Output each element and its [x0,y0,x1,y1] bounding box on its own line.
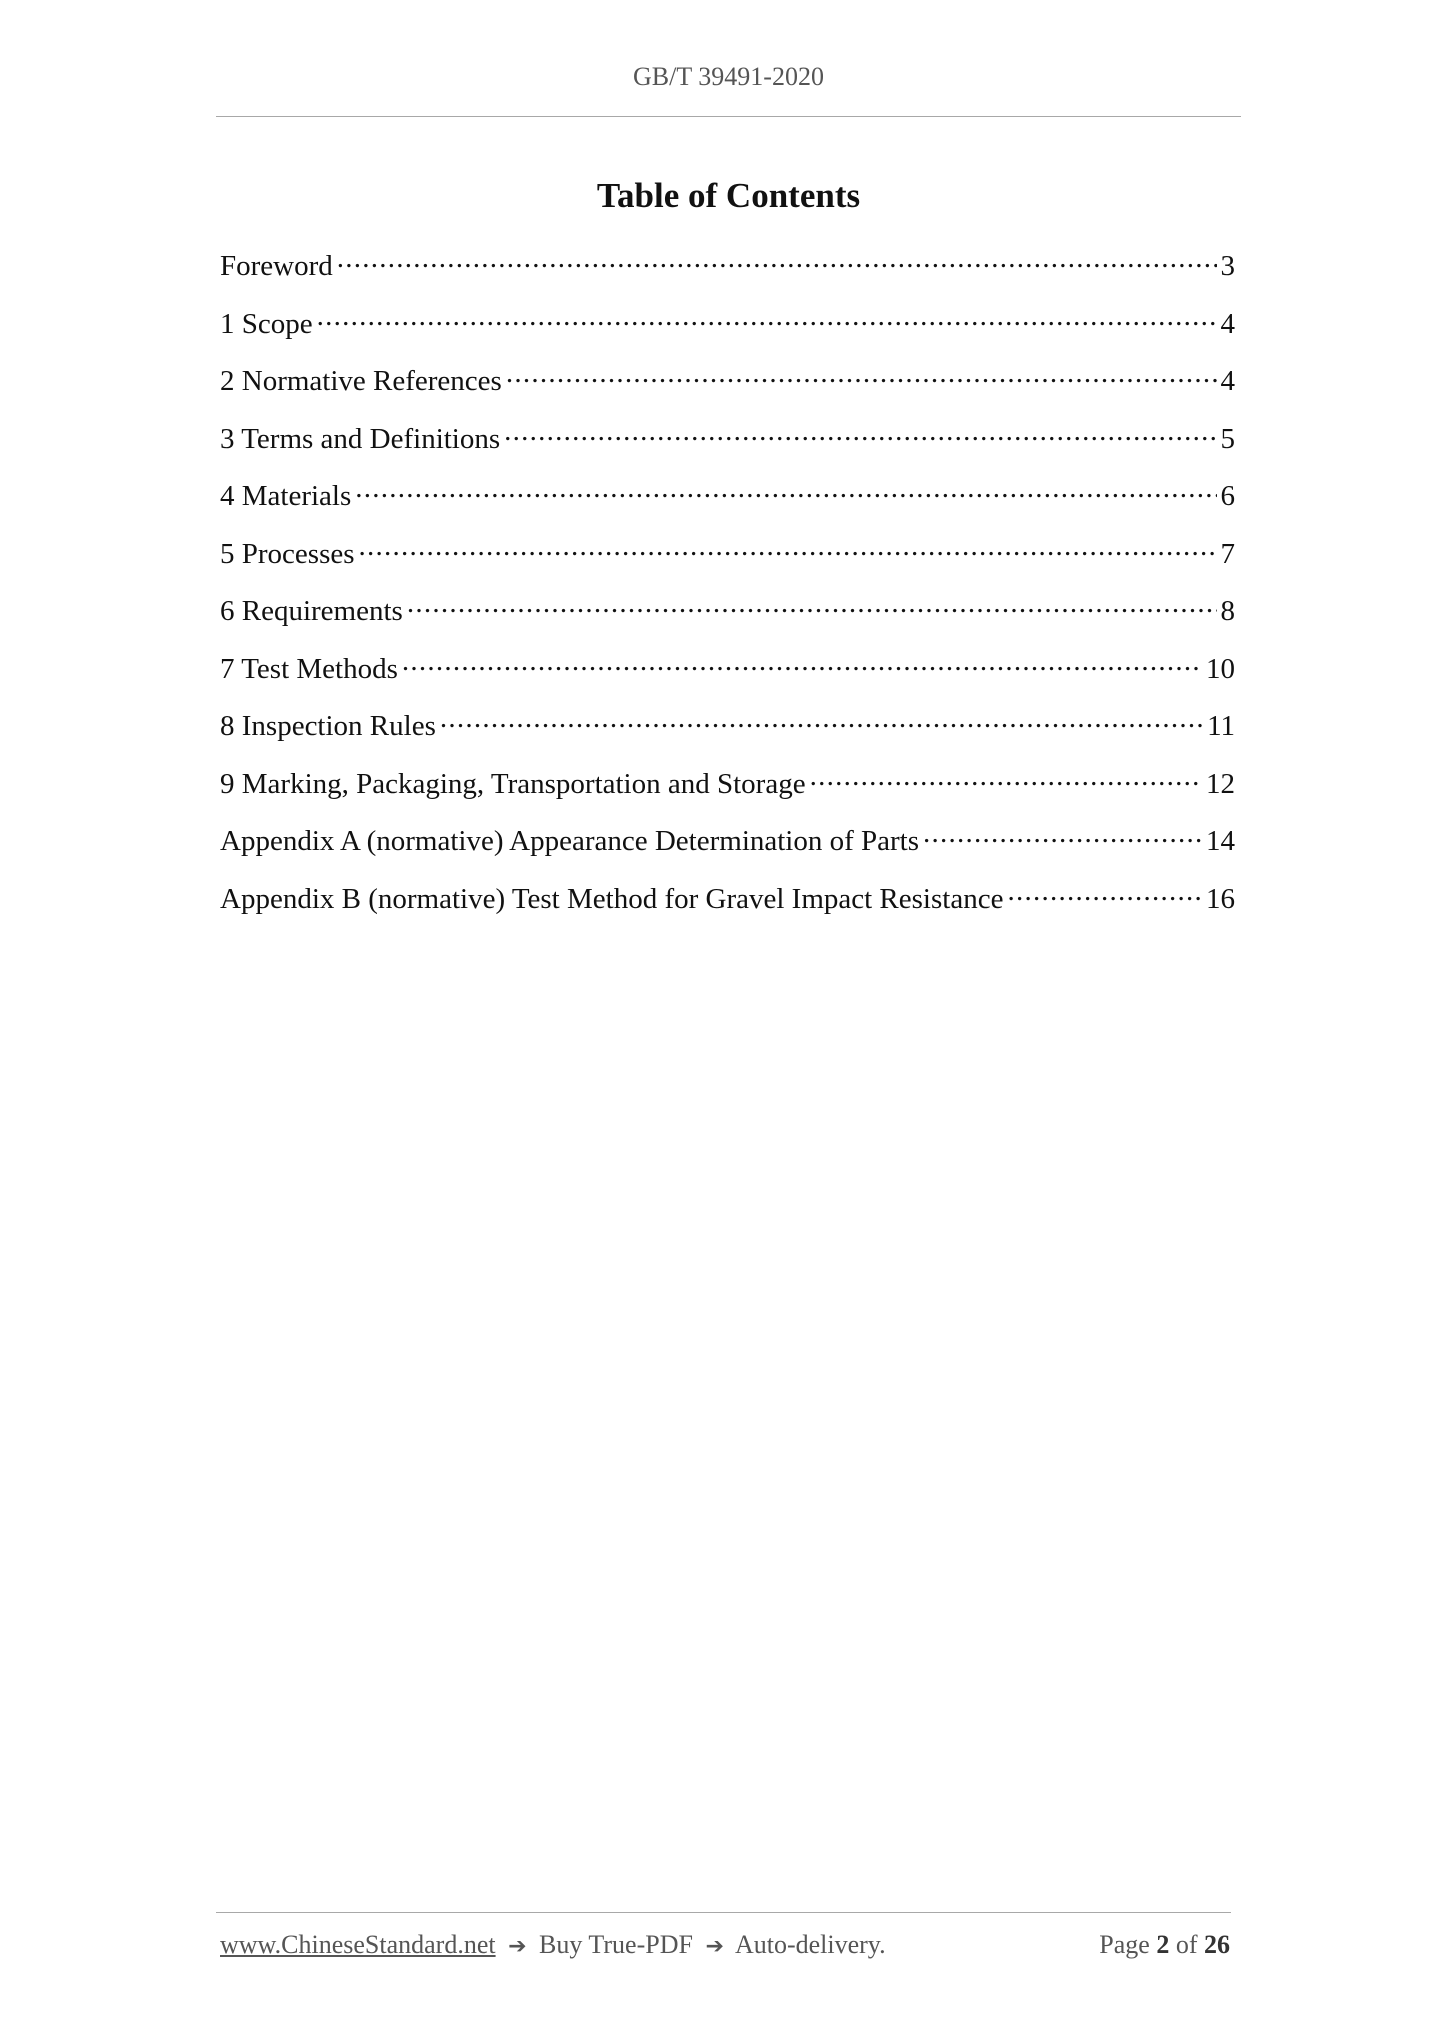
toc-entry-processes[interactable] [220,534,1235,592]
dot-leader [355,476,1216,505]
toc-entry-page: 8 [1220,595,1235,627]
dot-leader [923,821,1202,850]
toc-title: Table of Contents [596,176,861,215]
toc-entry-page: 7 [1220,537,1235,570]
toc-entry-page: 16 [1206,882,1235,915]
toc-entry-label: 7 Test Methods [220,652,398,685]
page-number [1099,1930,1230,1960]
toc-entry-page: 14 [1206,825,1235,857]
dot-leader [317,304,1217,333]
toc-entry-page: 12 [1206,767,1235,800]
dot-leader [359,534,1217,563]
toc-entry-label: Foreword [220,250,333,282]
dot-leader [504,419,1216,448]
table-of-contents [220,246,1235,936]
dot-leader [407,591,1217,620]
toc-entry-label: Appendix B (normative) Test Method for Gravel Impact Resistance [220,882,1004,915]
toc-entry-marking-packaging[interactable] [220,764,1235,822]
toc-entry-label: 1 Scope [220,307,313,340]
toc-entry-page: 4 [1220,365,1235,397]
buy-true-pdf-text: Buy True-PDF [539,1930,693,1959]
of-word: of [1175,1930,1198,1959]
right-arrow-icon: ➔ [705,1934,724,1959]
toc-entry-foreword[interactable] [220,246,1235,304]
toc-entry-materials[interactable] [220,476,1235,534]
dot-leader [1007,879,1202,908]
dot-leader [810,764,1202,793]
toc-entry-page: 10 [1206,652,1235,685]
toc-entry-normative-references[interactable] [220,361,1235,419]
toc-entry-page: 6 [1220,480,1235,512]
dot-leader [506,361,1217,390]
toc-entry-label: Appendix A (normative) Appearance Determination of Parts [220,825,920,857]
footer-promo [220,1930,886,1960]
footer-divider [216,1912,1231,1913]
toc-entry-requirements[interactable] [220,591,1235,649]
toc-entry-scope[interactable] [220,304,1235,362]
toc-entry-label: 5 Processes [220,537,355,570]
running-header: GB/T 39491-2020 [633,62,824,91]
toc-entry-label: 6 Requirements [220,595,403,627]
toc-entry-label: 4 Materials [220,480,352,512]
right-arrow-icon: ➔ [508,1934,527,1959]
website-link[interactable]: www.ChineseStandard.net [220,1930,496,1959]
page-word: Page [1099,1930,1150,1959]
toc-entry-page: 4 [1220,307,1235,340]
toc-entry-inspection-rules[interactable] [220,706,1235,764]
toc-entry-test-methods[interactable] [220,649,1235,707]
toc-entry-page: 5 [1220,422,1235,455]
dot-leader [440,706,1203,735]
toc-entry-label: 2 Normative References [220,365,502,397]
toc-entry-terms-and-definitions[interactable] [220,419,1235,477]
toc-entry-appendix-b[interactable] [220,879,1235,937]
dot-leader [402,649,1202,678]
dot-leader [337,246,1217,275]
toc-entry-page: 11 [1207,710,1235,742]
auto-delivery-text: Auto-delivery. [734,1930,886,1959]
toc-entry-label: 9 Marking, Packaging, Transportation and Storage [220,767,806,800]
toc-entry-page: 3 [1220,250,1235,282]
toc-entry-label: 8 Inspection Rules [220,710,436,742]
toc-entry-appendix-a[interactable] [220,821,1235,879]
total-pages: 26 [1204,1930,1230,1959]
header-divider [216,116,1241,117]
toc-entry-label: 3 Terms and Definitions [220,422,501,455]
current-page: 2 [1156,1930,1170,1959]
